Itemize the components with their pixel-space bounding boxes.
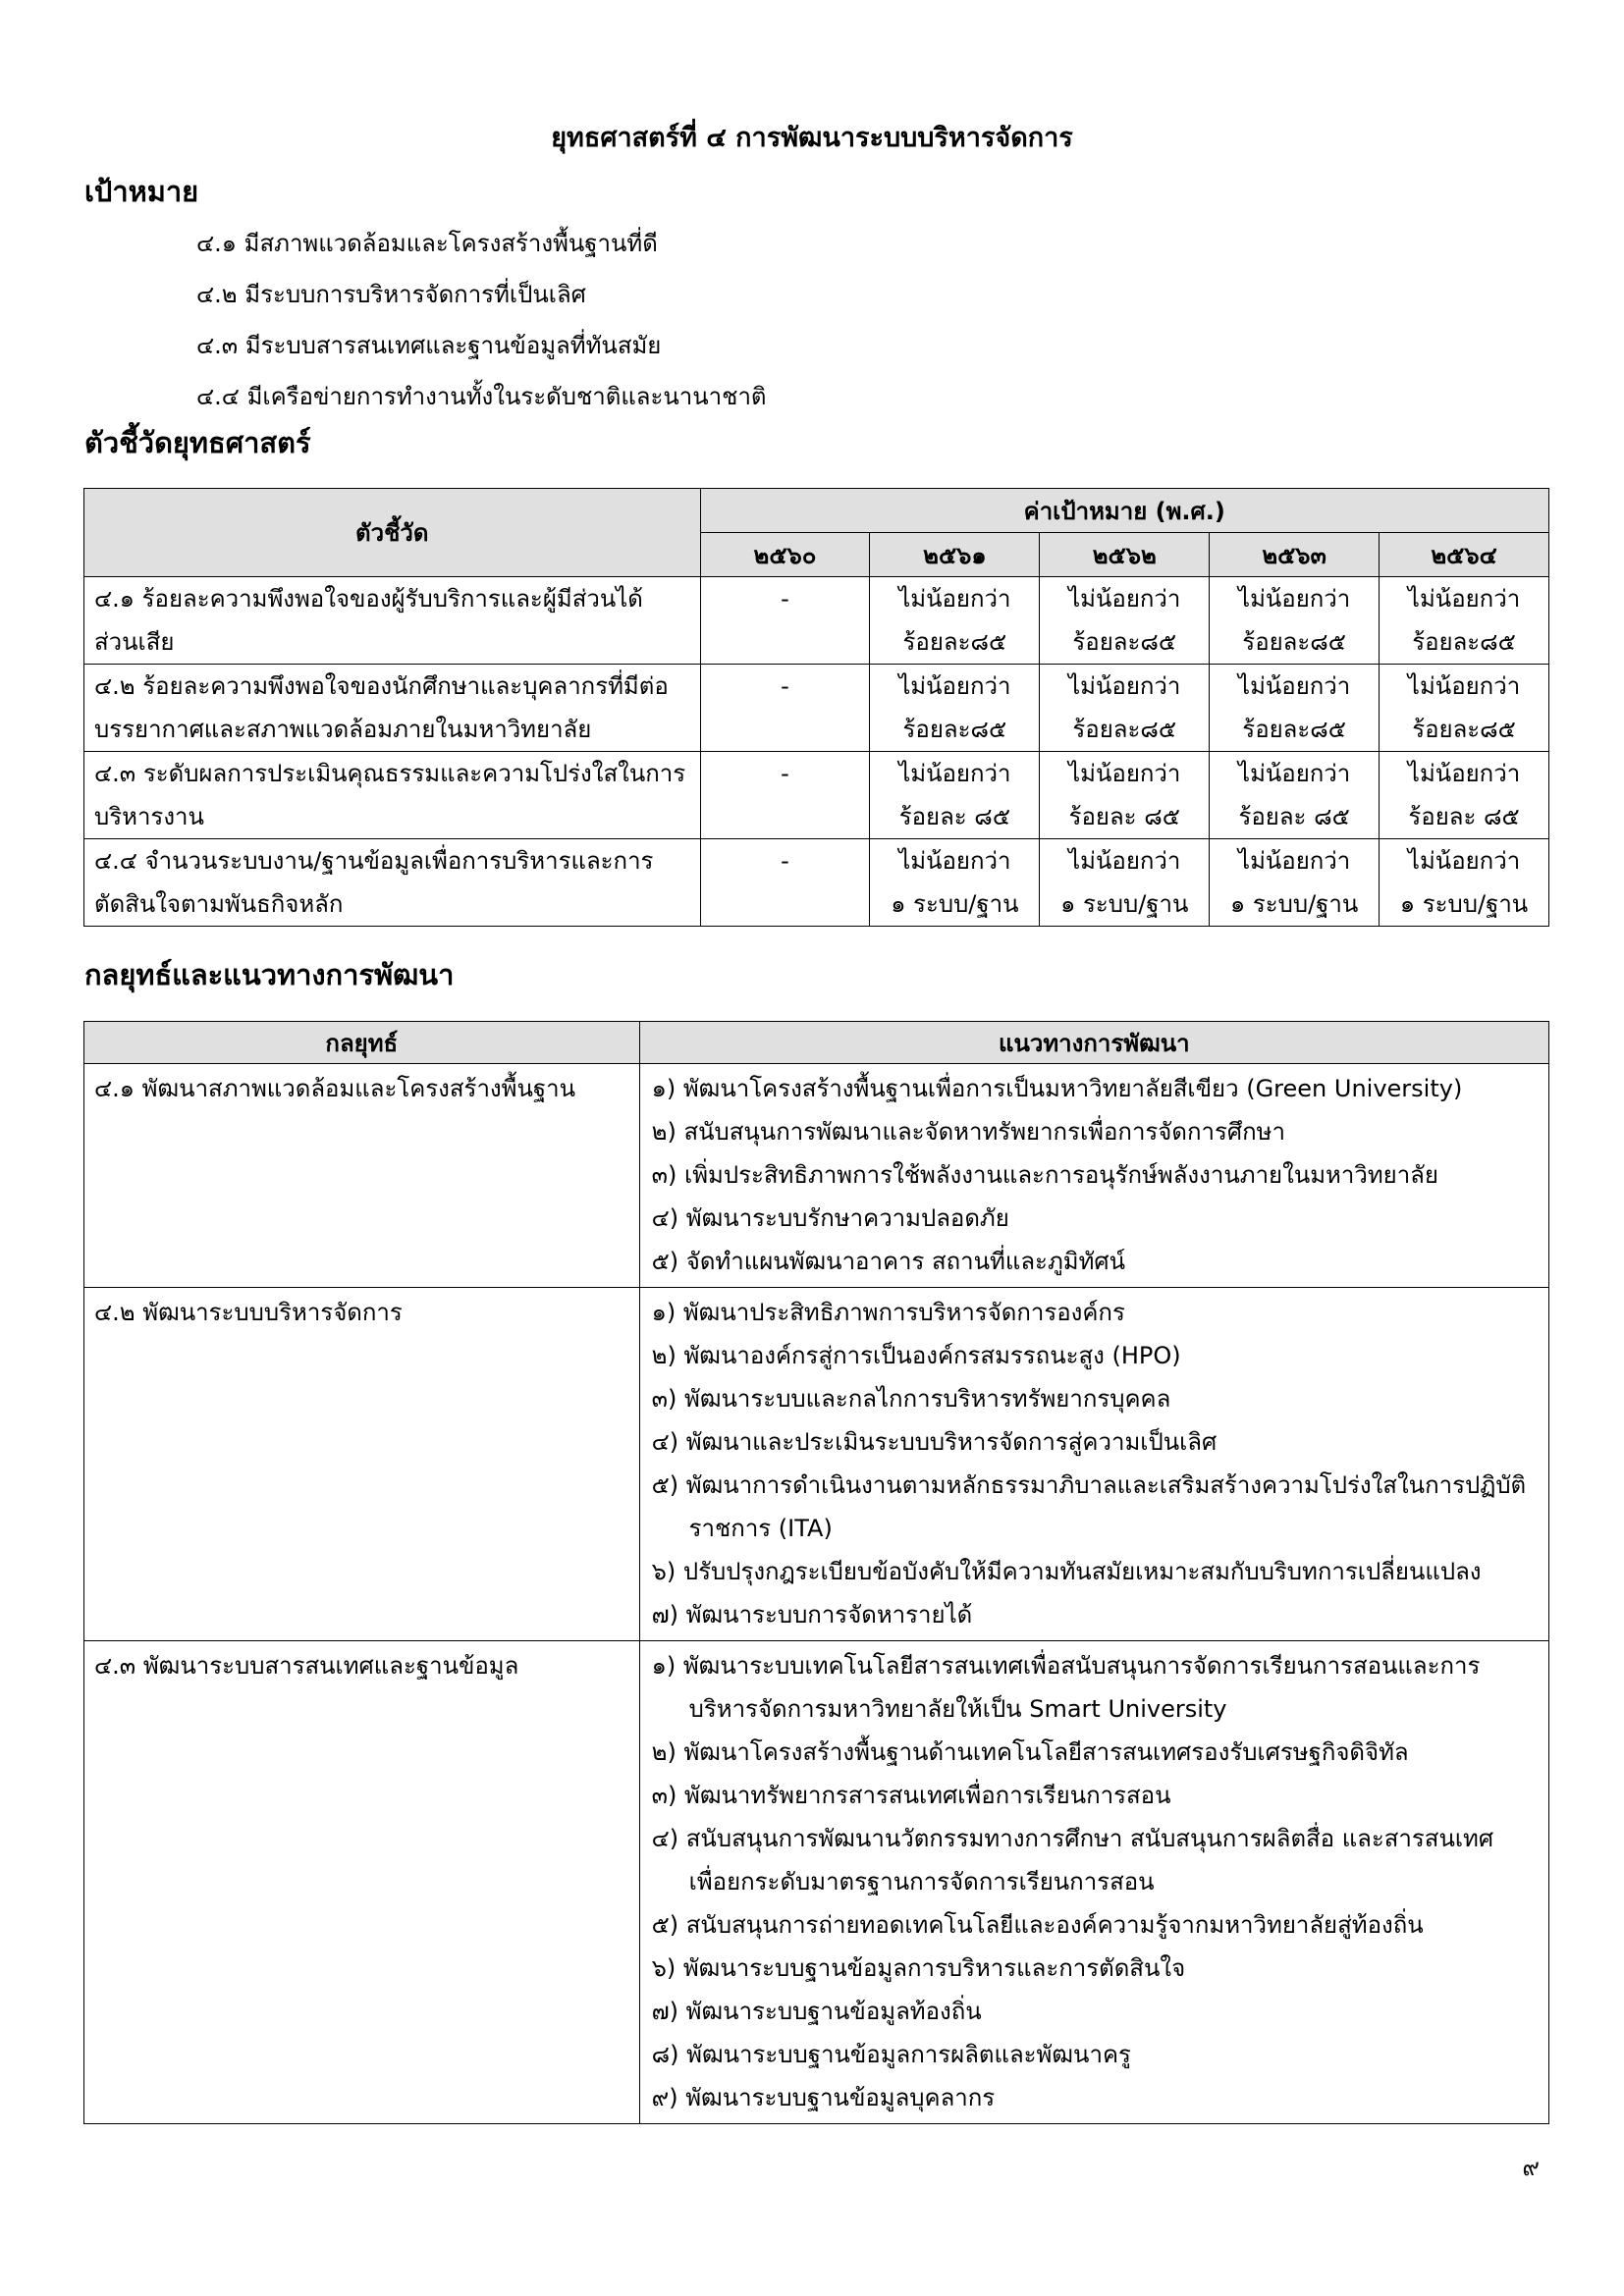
guideline-item-cont: ราชการ (ITA): [688, 1515, 833, 1542]
goals-heading: เป้าหมาย: [84, 175, 199, 208]
kpi-value: ไม่น้อยกว่า ร้อยละ ๘๕: [870, 752, 1040, 839]
strategy-col-header: กลยุทธ์: [84, 1022, 640, 1064]
kpi-table: [83, 488, 1549, 927]
guideline-item-cont: บริหารจัดการมหาวิทยาลัยให้เป็น Smart University: [688, 1695, 1227, 1723]
kpi-value: ไม่น้อยกว่า ร้อยละ ๘๕: [1380, 752, 1549, 839]
guideline-cell: [639, 1288, 1548, 1641]
kpi-row: [84, 752, 1549, 839]
guideline-item: ๔) พัฒนาระบบรักษาความปลอดภัย: [651, 1204, 1009, 1232]
strategy-row: [84, 1064, 1549, 1288]
strategy-cell: ๔.๑ พัฒนาสภาพแวดล้อมและโครงสร้างพื้นฐาน: [84, 1064, 640, 1288]
guideline-item: ๔) สนับสนุนการพัฒนานวัตกรรมทางการศึกษา สนับสนุนการผลิตสื่อ และสารสนเทศ: [651, 1825, 1494, 1852]
guideline-item: ๘) พัฒนาระบบฐานข้อมูลการผลิตและพัฒนาครู: [651, 2041, 1131, 2068]
kpi-value: ไม่น้อยกว่า ร้อยละ ๘๕: [1040, 752, 1210, 839]
guideline-item: ๗) พัฒนาระบบฐานข้อมูลท้องถิ่น: [651, 1998, 982, 2025]
guideline-item: ๑) พัฒนาประสิทธิภาพการบริหารจัดการองค์กร: [651, 1299, 1125, 1326]
guideline-cell: [639, 1064, 1548, 1288]
strategy-table: [83, 1021, 1549, 2124]
guideline-item: ๕) สนับสนุนการถ่ายทอดเทคโนโลยีและองค์ความรู้จากมหาวิทยาลัยสู่ท้องถิ่น: [651, 1911, 1424, 1939]
kpi-year: ๒๕๖๐: [700, 533, 870, 577]
strategy-row: [84, 1288, 1549, 1641]
kpi-value: ไม่น้อยกว่า ๑ ระบบ/ฐาน: [870, 839, 1040, 927]
kpi-indicator: ๔.๒ ร้อยละความพึงพอใจของนักศึกษาและบุคลากรที่มีต่อ บรรยากาศและสภาพแวดล้อมภายในมหาวิทยาลัย: [84, 665, 701, 752]
kpi-value: ไม่น้อยกว่า ร้อยละ๘๕: [1210, 577, 1380, 665]
kpi-heading: ตัวชี้วัดยุทธศาสตร์: [84, 426, 311, 459]
guideline-item: ๒) พัฒนาโครงสร้างพื้นฐานด้านเทคโนโลยีสารสนเทศรองรับเศรษฐกิจดิจิทัล: [651, 1738, 1409, 1766]
goal-item: ๔.๑ มีสภาพแวดล้อมและโครงสร้างพื้นฐานที่ดี: [196, 230, 658, 257]
kpi-value: -: [700, 752, 870, 839]
strategy-cell: ๔.๒ พัฒนาระบบบริหารจัดการ: [84, 1288, 640, 1641]
kpi-value: ไม่น้อยกว่า ร้อยละ๘๕: [870, 665, 1040, 752]
kpi-value: ไม่น้อยกว่า ๑ ระบบ/ฐาน: [1380, 839, 1549, 927]
guideline-cell: [639, 1641, 1548, 2124]
strategy-heading: กลยุทธ์และแนวทางการพัฒนา: [84, 958, 455, 991]
kpi-row: [84, 839, 1549, 927]
strategy-cell: ๔.๓ พัฒนาระบบสารสนเทศและฐานข้อมูล: [84, 1641, 640, 2124]
guideline-item: ๓) เพิ่มประสิทธิภาพการใช้พลังงานและการอนุรักษ์พลังงานภายในมหาวิทยาลัย: [651, 1161, 1438, 1189]
goal-item: ๔.๓ มีระบบสารสนเทศและฐานข้อมูลที่ทันสมัย: [196, 332, 662, 359]
kpi-value: -: [700, 839, 870, 927]
goals-list: [196, 218, 767, 422]
guideline-col-header: แนวทางการพัฒนา: [639, 1022, 1548, 1064]
guideline-item: ๖) ปรับปรุงกฎระเบียบข้อบังคับให้มีความทันสมัยเหมาะสมกับบริบทการเปลี่ยนแปลง: [651, 1558, 1482, 1585]
guideline-item: ๒) พัฒนาองค์กรสู่การเป็นองค์กรสมรรถนะสูง (HPO): [651, 1342, 1181, 1369]
kpi-year: ๒๕๖๒: [1040, 533, 1210, 577]
goal-item: ๔.๒ มีระบบการบริหารจัดการที่เป็นเลิศ: [196, 281, 586, 308]
kpi-indicator: ๔.๔ จำนวนระบบงาน/ฐานข้อมูลเพื่อการบริหารและการ ตัดสินใจตามพันธกิจหลัก: [84, 839, 701, 927]
guideline-item: ๔) พัฒนาและประเมินระบบบริหารจัดการสู่ความเป็นเลิศ: [651, 1428, 1218, 1456]
page-number: ๙: [1522, 2154, 1540, 2181]
kpi-year: ๒๕๖๔: [1380, 533, 1549, 577]
kpi-value: ไม่น้อยกว่า ร้อยละ๘๕: [1380, 665, 1549, 752]
guideline-item: ๗) พัฒนาระบบการจัดหารายได้: [651, 1601, 973, 1629]
guideline-item: ๕) พัฒนาการดำเนินงานตามหลักธรรมาภิบาลและเสริมสร้างความโปร่งใสในการปฏิบัติ: [651, 1471, 1527, 1499]
kpi-row: [84, 577, 1549, 665]
kpi-value: ไม่น้อยกว่า ร้อยละ๘๕: [1210, 665, 1380, 752]
guideline-item: ๒) สนับสนุนการพัฒนาและจัดหาทรัพยากรเพื่อการจัดการศึกษา: [651, 1118, 1285, 1146]
kpi-year: ๒๕๖๓: [1210, 533, 1380, 577]
kpi-indicator: ๔.๓ ระดับผลการประเมินคุณธรรมและความโปร่งใสในการ บริหารงาน: [84, 752, 701, 839]
guideline-item: ๓) พัฒนาทรัพยากรสารสนเทศเพื่อการเรียนการสอน: [651, 1782, 1171, 1809]
kpi-col-target: ค่าเป้าหมาย (พ.ศ.): [700, 489, 1548, 533]
kpi-value: ไม่น้อยกว่า ๑ ระบบ/ฐาน: [1210, 839, 1380, 927]
strategy-row: [84, 1641, 1549, 2124]
guideline-item: ๑) พัฒนาโครงสร้างพื้นฐานเพื่อการเป็นมหาวิทยาลัยสีเขียว (Green University): [651, 1075, 1463, 1102]
kpi-row: [84, 665, 1549, 752]
goal-item: ๔.๔ มีเครือข่ายการทำงานทั้งในระดับชาติและนานาชาติ: [196, 383, 767, 410]
kpi-value: ไม่น้อยกว่า ร้อยละ๘๕: [1040, 665, 1210, 752]
kpi-value: ไม่น้อยกว่า ร้อยละ๘๕: [1380, 577, 1549, 665]
guideline-item: ๙) พัฒนาระบบฐานข้อมูลบุคลากร: [651, 2084, 996, 2111]
guideline-item: ๓) พัฒนาระบบและกลไกการบริหารทรัพยากรบุคคล: [651, 1385, 1171, 1413]
page-title: ยุทธศาสตร์ที่ ๔ การพัฒนาระบบบริหารจัดการ: [551, 123, 1073, 153]
guideline-item: ๕) จัดทำแผนพัฒนาอาคาร สถานที่และภูมิทัศน์: [651, 1248, 1126, 1275]
kpi-year: ๒๕๖๑: [870, 533, 1040, 577]
kpi-value: -: [700, 665, 870, 752]
kpi-indicator: ๔.๑ ร้อยละความพึงพอใจของผู้รับบริการและผู้มีส่วนได้ ส่วนเสีย: [84, 577, 701, 665]
kpi-value: ไม่น้อยกว่า ร้อยละ๘๕: [870, 577, 1040, 665]
kpi-value: -: [700, 577, 870, 665]
kpi-col-indicator: ตัวชี้วัด: [84, 489, 701, 577]
kpi-value: ไม่น้อยกว่า ร้อยละ ๘๕: [1210, 752, 1380, 839]
guideline-item: ๑) พัฒนาระบบเทคโนโลยีสารสนเทศเพื่อสนับสนุนการจัดการเรียนการสอนและการ: [651, 1652, 1481, 1680]
guideline-item: ๖) พัฒนาระบบฐานข้อมูลการบริหารและการตัดสินใจ: [651, 1954, 1186, 1982]
kpi-value: ไม่น้อยกว่า ร้อยละ๘๕: [1040, 577, 1210, 665]
kpi-value: ไม่น้อยกว่า ๑ ระบบ/ฐาน: [1040, 839, 1210, 927]
guideline-item-cont: เพื่อยกระดับมาตรฐานการจัดการเรียนการสอน: [688, 1868, 1155, 1896]
